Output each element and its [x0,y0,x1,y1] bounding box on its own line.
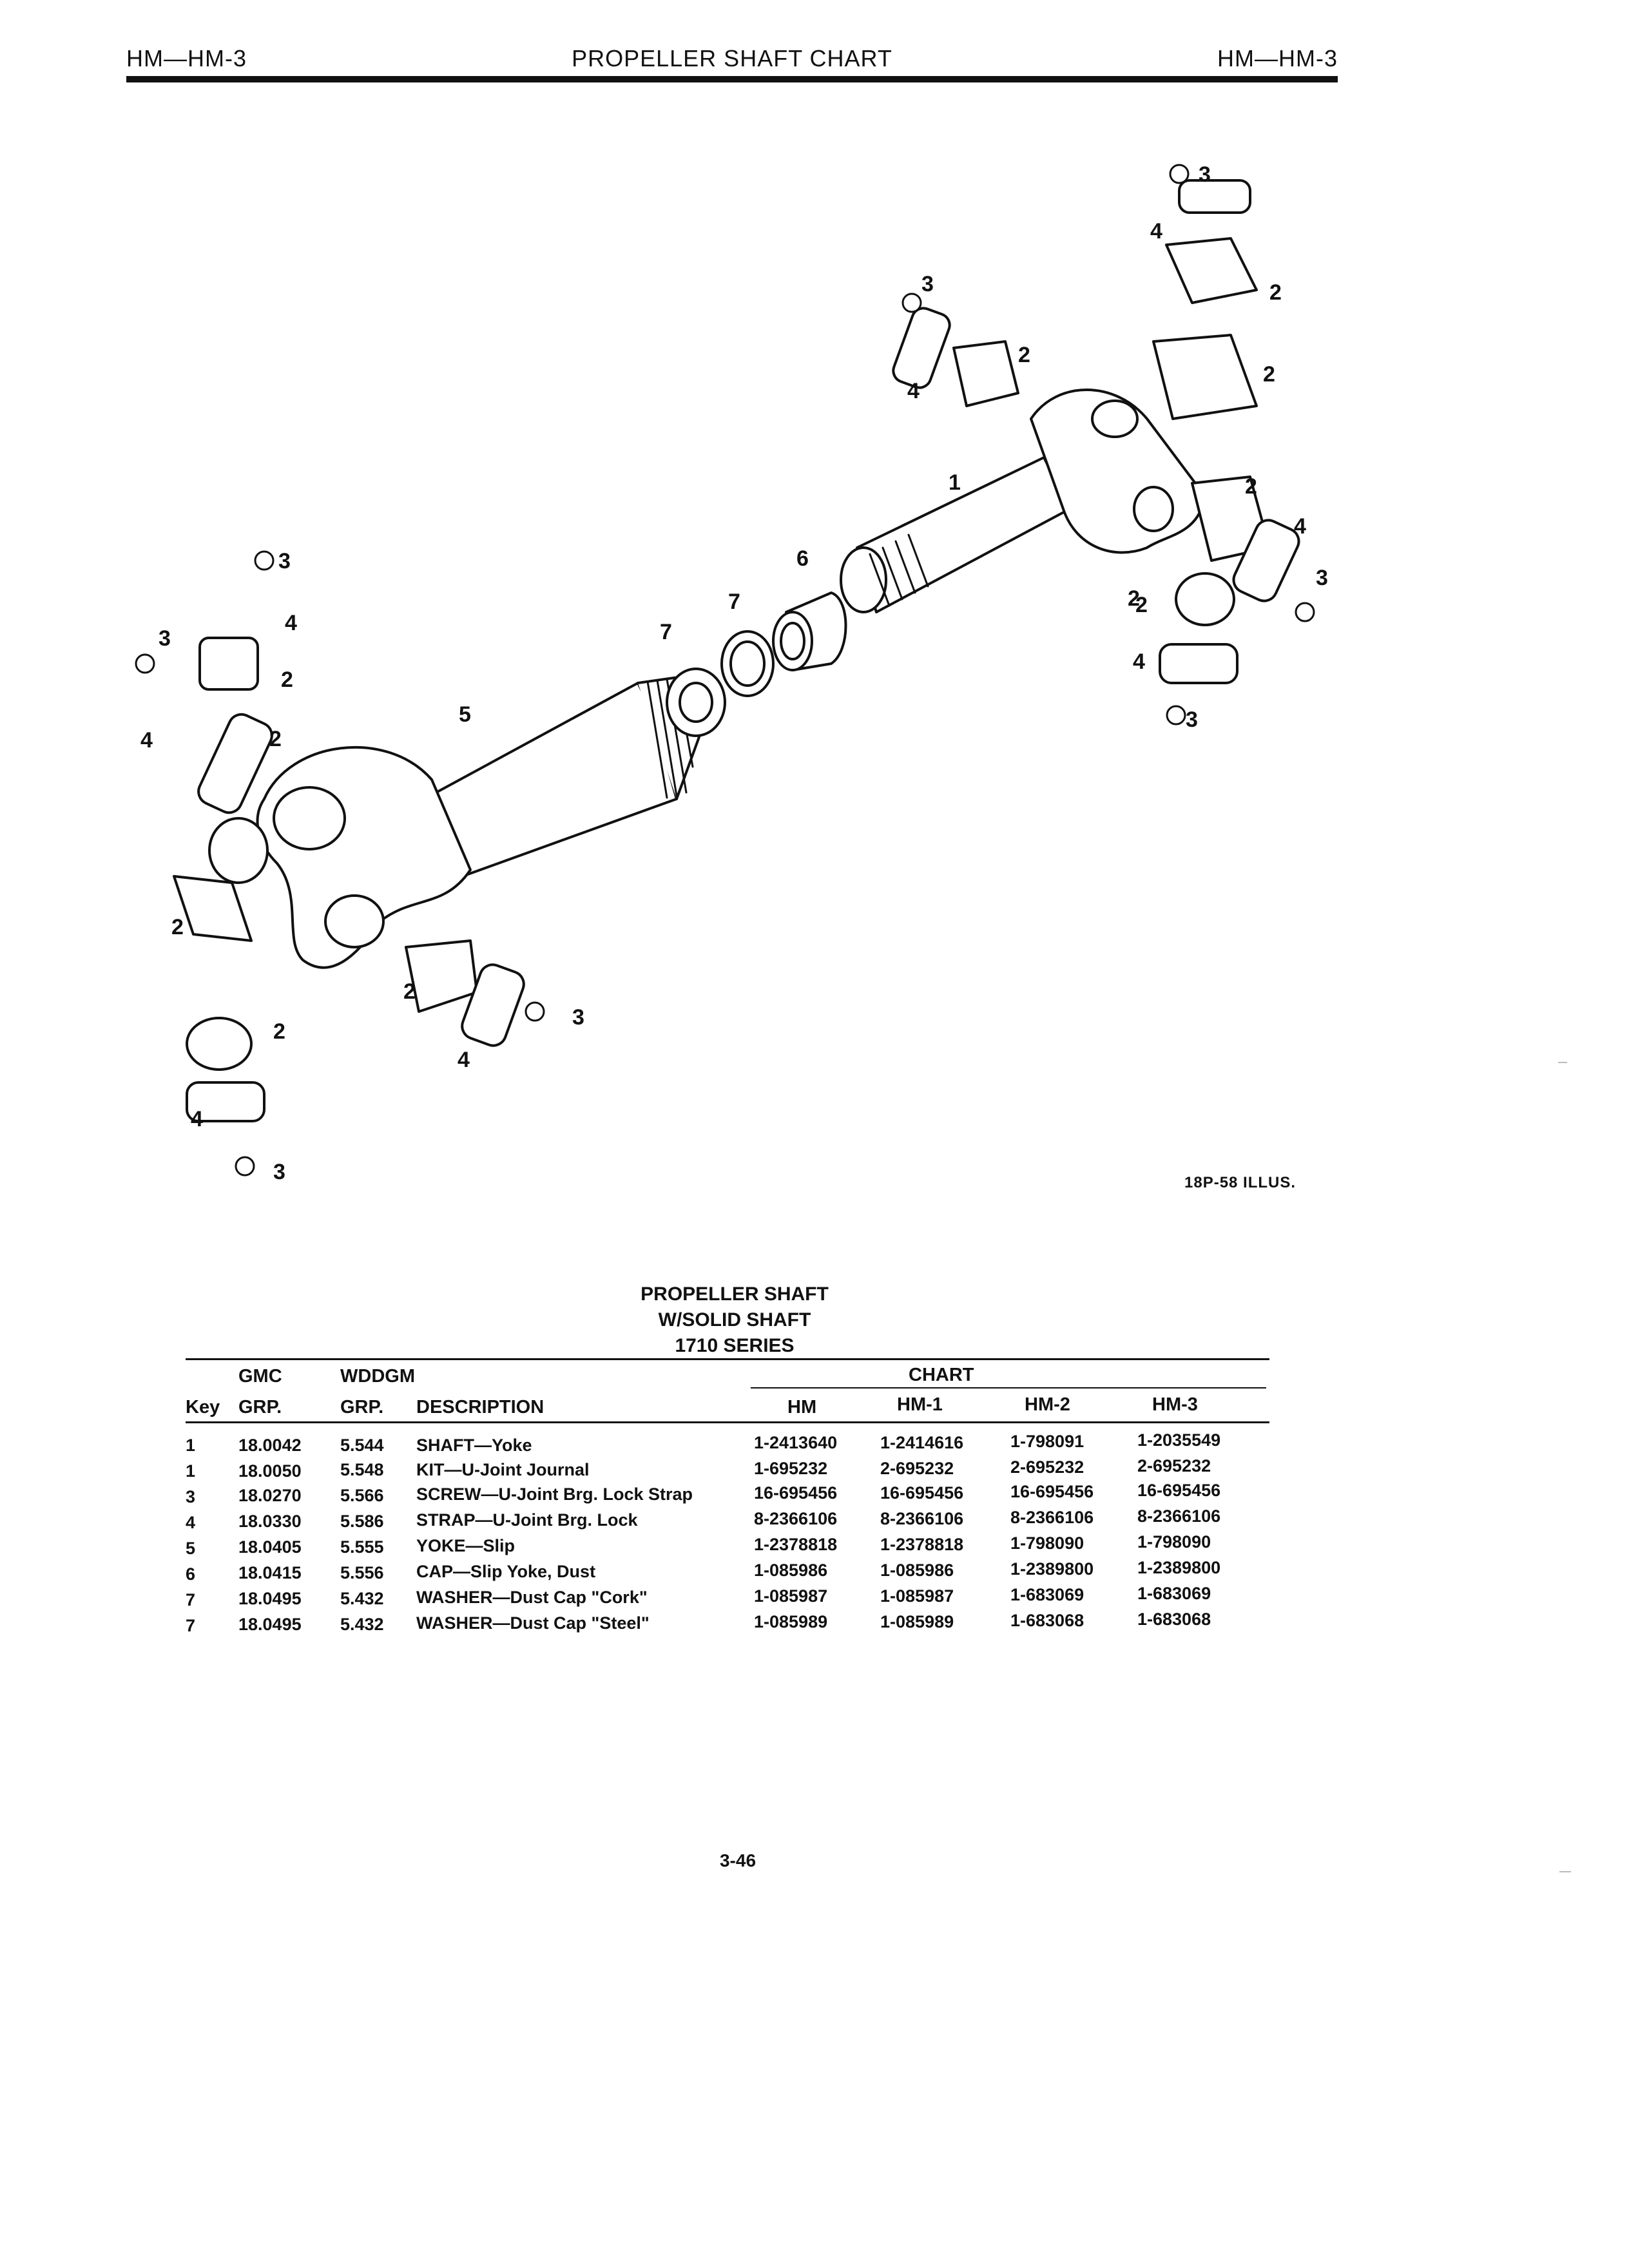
callout-label: 2 [1263,362,1275,387]
header-gmc: GMC [238,1366,282,1387]
cell-gmc: 18.0495 [238,1589,302,1608]
yoke-bore-right [325,896,383,947]
table-top-rule [186,1358,1269,1360]
cell-key: 7 [186,1590,196,1610]
header-hm2: HM-2 [1025,1394,1070,1415]
header-bottom-rule [186,1421,1269,1423]
header-rule [126,76,1338,82]
cell-hm2: 2-695232 [1010,1457,1084,1477]
callout-label: 2 [1128,586,1140,611]
cell-description: WASHER—Dust Cap "Cork" [416,1588,648,1607]
table-title-line: PROPELLER SHAFT [641,1283,829,1305]
callout-label: 2 [1135,593,1148,617]
cell-hm2: 1-683068 [1010,1611,1084,1630]
illustration-reference: 18P-58 ILLUS. [1184,1174,1296,1191]
cell-wddgm: 5.586 [340,1512,384,1531]
callout-label: 2 [171,915,184,939]
chart-group-rule [751,1387,1266,1389]
cell-key: 5 [186,1539,196,1558]
callout-label: 3 [159,626,171,651]
cell-hm: 1-2378818 [754,1535,838,1554]
callout-label: 3 [273,1160,285,1184]
yoke-bore-left [274,787,345,849]
bearing-cap-lower-mid [406,941,477,1012]
callout-label: 3 [1316,566,1328,590]
cell-hm: 8-2366106 [754,1509,838,1528]
callout-label: 6 [796,546,809,571]
cell-hm3: 1-683068 [1137,1610,1211,1629]
cell-hm1: 1-085989 [880,1612,954,1631]
table-title-line: W/SOLID SHAFT [658,1309,811,1331]
cell-description: KIT—U-Joint Journal [416,1460,590,1479]
cell-hm3: 2-695232 [1137,1456,1211,1475]
cell-hm3: 1-683069 [1137,1584,1211,1603]
callout-label: 3 [921,272,934,296]
cell-hm1: 1-2414616 [880,1433,964,1452]
yoke-shaft [857,457,1070,612]
cell-key: 4 [186,1513,196,1532]
cell-hm2: 1-2389800 [1010,1559,1094,1579]
callout-label: 2 [269,727,282,751]
callout-label: 4 [1133,649,1145,674]
cell-description: YOKE—Slip [416,1536,516,1555]
cell-hm: 1-2413640 [754,1433,838,1452]
header-chart: CHART [909,1365,974,1385]
cell-description: SCREW—U-Joint Brg. Lock Strap [416,1485,693,1504]
callout-label: 7 [728,590,740,614]
cell-hm3: 1-2389800 [1137,1558,1221,1577]
bearing-cap-upper-mid [954,341,1018,406]
bearing-cup-lower [187,1018,251,1070]
callout-label: 3 [278,549,291,573]
callout-label: 1 [949,470,961,495]
cell-description: SHAFT—Yoke [416,1436,532,1455]
page-title: PROPELLER SHAFT CHART [572,45,892,72]
callout-label: 4 [140,728,153,753]
callout-label: 4 [285,611,297,635]
cell-hm2: 1-798090 [1010,1533,1084,1553]
page-number: 3-46 [719,1850,757,1870]
cell-wddgm: 5.548 [340,1460,384,1479]
cell-hm3: 1-798090 [1137,1532,1211,1552]
header-right-code: HM—HM-3 [1217,45,1338,72]
cell-gmc: 18.0495 [238,1615,302,1634]
callout-label: 5 [459,702,471,727]
header-wddgm: WDDGM [340,1366,415,1387]
bearing-cup-right [1176,573,1234,625]
bearing-cap-right-top [1166,238,1257,303]
header-left-code: HM—HM-3 [126,45,247,72]
cell-key: 7 [186,1616,196,1635]
callout-label: 4 [1294,514,1306,539]
cell-hm: 16-695456 [754,1483,838,1503]
cell-hm2: 1-798091 [1010,1432,1084,1451]
cell-wddgm: 5.555 [340,1537,384,1557]
cell-wddgm: 5.556 [340,1563,384,1582]
strap-right-lower [1160,644,1237,683]
cell-hm1: 16-695456 [880,1483,964,1503]
cell-hm1: 8-2366106 [880,1509,964,1528]
cell-hm3: 1-2035549 [1137,1430,1221,1450]
cell-gmc: 18.0415 [238,1563,302,1582]
cell-hm2: 8-2366106 [1010,1508,1094,1527]
callout-label: 4 [1150,219,1162,244]
cell-gmc: 18.0270 [238,1486,302,1505]
callout-label: 3 [572,1005,584,1030]
cell-description: WASHER—Dust Cap "Steel" [416,1613,650,1633]
cell-hm1: 2-695232 [880,1459,954,1478]
header-gmc-grp: GRP. [238,1397,282,1418]
margin-mark [1559,1871,1571,1872]
callout-label: 3 [1199,162,1211,187]
cell-hm2: 16-695456 [1010,1482,1094,1501]
callout-label: 7 [660,620,672,644]
cell-wddgm: 5.544 [340,1436,384,1455]
cell-hm2: 1-683069 [1010,1585,1084,1604]
cell-wddgm: 5.566 [340,1486,384,1505]
strap-right-top [1179,180,1250,213]
header-hm1: HM-1 [897,1394,943,1415]
table-title-line: 1710 SERIES [675,1335,795,1356]
callout-label: 2 [281,668,293,692]
cell-key: 1 [186,1461,196,1481]
cell-hm3: 8-2366106 [1137,1506,1221,1526]
bearing-cap-left-top [200,638,258,689]
cell-wddgm: 5.432 [340,1589,384,1608]
cell-hm: 1-085986 [754,1561,828,1580]
cell-hm: 1-695232 [754,1459,828,1478]
cell-hm: 1-085987 [754,1586,828,1606]
cell-wddgm: 5.432 [340,1615,384,1634]
margin-mark [1558,1062,1567,1063]
cell-hm3: 16-695456 [1137,1481,1221,1500]
callout-label: 2 [273,1019,285,1044]
callout-label: 4 [191,1107,203,1131]
header-wddgm-grp: GRP. [340,1397,384,1418]
cell-gmc: 18.0050 [238,1461,302,1481]
cell-description: CAP—Slip Yoke, Dust [416,1562,596,1581]
cell-key: 6 [186,1564,196,1584]
propeller-shaft-drawing [110,148,1340,1218]
bearing-cup-left [209,818,267,883]
cell-hm1: 1-085987 [880,1586,954,1606]
callout-label: 3 [1186,707,1198,732]
exploded-view-illustration [110,148,1340,1218]
callout-label: 2 [1269,280,1282,305]
cell-key: 1 [186,1436,196,1455]
callout-label: 2 [1245,474,1257,499]
header-description: DESCRIPTION [416,1397,545,1418]
header-key: Key [186,1397,220,1418]
cell-hm1: 1-2378818 [880,1535,964,1554]
cell-gmc: 18.0042 [238,1436,302,1455]
callout-label: 2 [1018,343,1030,367]
cell-gmc: 18.0405 [238,1537,302,1557]
callout-label: 4 [458,1048,470,1072]
cell-gmc: 18.0330 [238,1512,302,1531]
callout-label: 4 [907,379,920,403]
header-hm3: HM-3 [1152,1394,1198,1415]
cell-description: STRAP—U-Joint Brg. Lock [416,1510,638,1530]
journal-cross-left [174,876,251,941]
cell-hm1: 1-085986 [880,1561,954,1580]
journal-cross-right [1153,335,1257,419]
cell-key: 3 [186,1487,196,1506]
strap-upper-mid [890,305,952,390]
cell-hm: 1-085989 [754,1612,828,1631]
header-hm: HM [787,1397,817,1418]
callout-label: 2 [403,979,416,1004]
